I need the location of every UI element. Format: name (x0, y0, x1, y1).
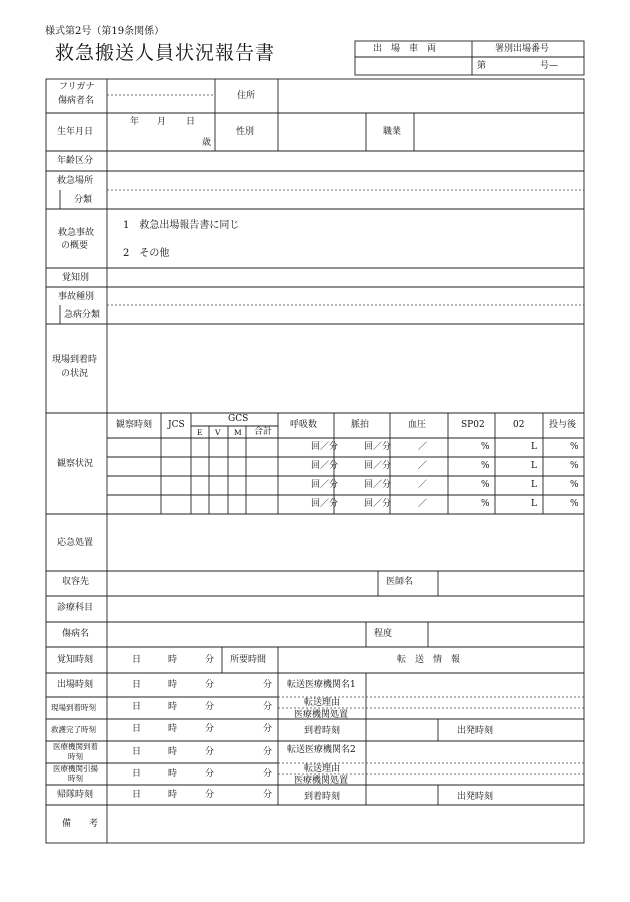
incident-place-field[interactable] (108, 172, 583, 189)
hospital-arrival-duration-unit: 分 (263, 747, 273, 757)
birth-date-field[interactable] (108, 114, 214, 150)
place-category-label: 分類 (74, 195, 93, 205)
return-day-unit: 日 (132, 790, 142, 800)
dispatch-min-unit: 分 (205, 680, 215, 690)
gcs-m-header: M (234, 428, 242, 437)
diagnosis-label: 傷病名 (62, 629, 90, 639)
o2-unit: L (531, 461, 537, 471)
spo2-header: SP02 (461, 420, 485, 430)
severity-field[interactable] (429, 623, 583, 646)
age-unit: 歳 (202, 138, 212, 148)
arrival-status-field[interactable] (108, 325, 583, 412)
resp-unit: 回／分 (311, 480, 339, 490)
site-arrival-day-unit: 日 (132, 702, 142, 712)
rescue-hour-unit: 時 (168, 724, 178, 734)
illness-class-field[interactable] (108, 306, 583, 323)
rescue-min-unit: 分 (205, 724, 215, 734)
remarks-label: 備 考 (62, 819, 99, 829)
o2-unit: L (531, 442, 537, 452)
remarks-field[interactable] (108, 806, 583, 842)
return-duration-unit: 分 (263, 790, 273, 800)
transfer-reason-1-label: 転送理由 (304, 698, 341, 708)
occupation-label: 職業 (383, 127, 402, 137)
transfer-institution-2-label: 転送医療機関名2 (287, 745, 356, 755)
age-class-field[interactable] (108, 152, 583, 170)
dispatch-number-field[interactable] (490, 58, 538, 74)
spo2-unit: % (481, 499, 490, 509)
furigana-label: フリガナ (59, 82, 95, 92)
sex-field[interactable] (279, 114, 365, 150)
furigana-field[interactable] (108, 80, 214, 94)
hospital-arrival-label-line2: 時刻 (68, 752, 83, 761)
birth-date-label: 生年月日 (57, 127, 94, 137)
vehicle-label: 出 場 車 両 (373, 44, 437, 54)
aware-time-label: 覚知時刻 (57, 655, 94, 665)
obs-time-header: 観察時刻 (116, 420, 153, 430)
rescue-complete-time-label: 救護完了時刻 (51, 725, 96, 734)
hospital-leave-day-unit: 日 (132, 769, 142, 779)
pulse-header: 脈拍 (351, 420, 370, 430)
department-field[interactable] (108, 597, 583, 621)
duration-header: 所要時間 (230, 655, 267, 665)
after-unit: % (570, 461, 579, 471)
site-arrival-time-label: 現場到着時刻 (51, 703, 96, 712)
resp-unit: 回／分 (311, 461, 339, 471)
age-class-label: 年齢区分 (57, 156, 94, 166)
bp-slash: ／ (418, 499, 428, 509)
severity-label: 程度 (374, 629, 393, 639)
hospital-field[interactable] (108, 572, 377, 595)
dispatch-number-suffix: 号— (540, 61, 559, 71)
pulse-unit: 回／分 (364, 499, 392, 509)
bp-slash: ／ (418, 461, 428, 471)
spo2-unit: % (481, 480, 490, 490)
after-unit: % (570, 442, 579, 452)
gcs-v-header: V (215, 428, 221, 437)
hospital-treatment-2-label: 医療機関処置 (294, 776, 349, 786)
hospital-arrival-day-unit: 日 (132, 747, 142, 757)
address-field[interactable] (279, 80, 583, 112)
after-admin-header: 投与後 (549, 420, 577, 430)
vehicle-field[interactable] (356, 58, 471, 74)
aware-hour-unit: 時 (168, 655, 178, 665)
respiration-header: 呼吸数 (290, 420, 318, 430)
dispatch-time-label: 出場時刻 (57, 680, 94, 690)
patient-name-field[interactable] (108, 96, 214, 112)
bp-slash: ／ (418, 480, 428, 490)
doctor-label: 医師名 (386, 577, 414, 587)
hospital-arrival-min-unit: 分 (205, 747, 215, 757)
occupation-field[interactable] (415, 114, 583, 150)
return-min-unit: 分 (205, 790, 215, 800)
pulse-unit: 回／分 (364, 442, 392, 452)
jcs-header: JCS (168, 420, 185, 430)
dispatch-duration-unit: 分 (263, 680, 273, 690)
hospital-leave-min-unit: 分 (205, 769, 215, 779)
summary-label-line2: の概要 (61, 241, 89, 251)
gcs-header: GCS (228, 414, 249, 424)
illness-class-label: 急病分類 (64, 310, 101, 320)
arrival-status-label-line1: 現場到着時 (52, 355, 98, 365)
resp-unit: 回／分 (311, 499, 339, 509)
dispatch-day-unit: 日 (132, 680, 142, 690)
hospital-treatment-1-label: 医療機関処置 (294, 710, 349, 720)
pulse-unit: 回／分 (364, 480, 392, 490)
hospital-leave-duration-unit: 分 (263, 769, 273, 779)
resp-unit: 回／分 (311, 442, 339, 452)
spo2-unit: % (481, 442, 490, 452)
bp-slash: ／ (418, 442, 428, 452)
rescue-day-unit: 日 (132, 724, 142, 734)
summary-option-other[interactable]: 2 その他 (123, 248, 170, 259)
department-label: 診療科目 (57, 603, 94, 613)
aware-type-field[interactable] (108, 269, 583, 286)
observation-label: 観察状況 (57, 459, 94, 469)
place-category-field[interactable] (108, 191, 583, 208)
o2-unit: L (531, 480, 537, 490)
hospital-leave-label-line1: 医療機関引揚 (53, 764, 98, 773)
pulse-unit: 回／分 (364, 461, 392, 471)
accident-type-label: 事故種別 (58, 292, 95, 302)
hospital-leave-hour-unit: 時 (168, 769, 178, 779)
first-aid-label: 応急処置 (57, 538, 94, 548)
page-title: 救急搬送人員状況報告書 (55, 42, 276, 64)
hospital-leave-label-line2: 時刻 (68, 774, 83, 783)
site-arrival-duration-unit: 分 (263, 702, 273, 712)
form-number: 様式第2号（第19条関係） (45, 26, 165, 37)
birth-month-unit: 月 (157, 117, 167, 127)
birth-year-unit: 年 (130, 117, 140, 127)
first-aid-field[interactable] (108, 515, 583, 570)
hospital-arrival-hour-unit: 時 (168, 747, 178, 757)
birth-day-unit: 日 (186, 117, 196, 127)
transfer-depart-1-label: 出発時刻 (457, 726, 494, 736)
aware-type-label: 覚知別 (62, 273, 90, 283)
aware-day-unit: 日 (132, 655, 142, 665)
after-unit: % (570, 499, 579, 509)
after-unit: % (570, 480, 579, 490)
gcs-total-header: 合計 (254, 427, 273, 437)
summary-label-line1: 救急事故 (58, 228, 95, 238)
transfer-info-header: 転 送 情 報 (397, 655, 461, 665)
arrival-status-label-line2: の状況 (61, 369, 89, 379)
rescue-duration-unit: 分 (263, 724, 273, 734)
transfer-arrival-1-label: 到着時刻 (304, 726, 341, 736)
blood-pressure-header: 血圧 (408, 420, 427, 430)
hospital-label: 収容先 (62, 577, 90, 587)
incident-place-label: 救急場所 (57, 176, 94, 186)
summary-option-same[interactable]: 1 救急出場報告書に同じ (123, 220, 240, 231)
dispatch-number-label: 署別出場番号 (495, 44, 550, 54)
doctor-field[interactable] (439, 572, 583, 595)
site-arrival-hour-unit: 時 (168, 702, 178, 712)
transfer-depart-2-label: 出発時刻 (457, 792, 494, 802)
diagnosis-field[interactable] (108, 623, 365, 646)
o2-unit: L (531, 499, 537, 509)
aware-min-unit: 分 (205, 655, 215, 665)
patient-name-label: 傷病者名 (58, 96, 95, 106)
gcs-e-header: E (197, 428, 203, 437)
dispatch-number-prefix: 第 (477, 61, 487, 71)
accident-type-field[interactable] (108, 288, 583, 304)
hospital-arrival-label-line1: 医療機関到着 (53, 742, 98, 751)
address-label: 住所 (237, 91, 256, 101)
o2-header: 02 (513, 420, 525, 430)
transfer-reason-2-label: 転送理由 (304, 764, 341, 774)
sex-label: 性別 (236, 127, 255, 137)
return-hour-unit: 時 (168, 790, 178, 800)
dispatch-hour-unit: 時 (168, 680, 178, 690)
transfer-institution-1-label: 転送医療機関名1 (287, 680, 356, 690)
site-arrival-min-unit: 分 (205, 702, 215, 712)
spo2-unit: % (481, 461, 490, 471)
transfer-arrival-2-label: 到着時刻 (304, 792, 341, 802)
return-time-label: 帰隊時刻 (57, 790, 94, 800)
